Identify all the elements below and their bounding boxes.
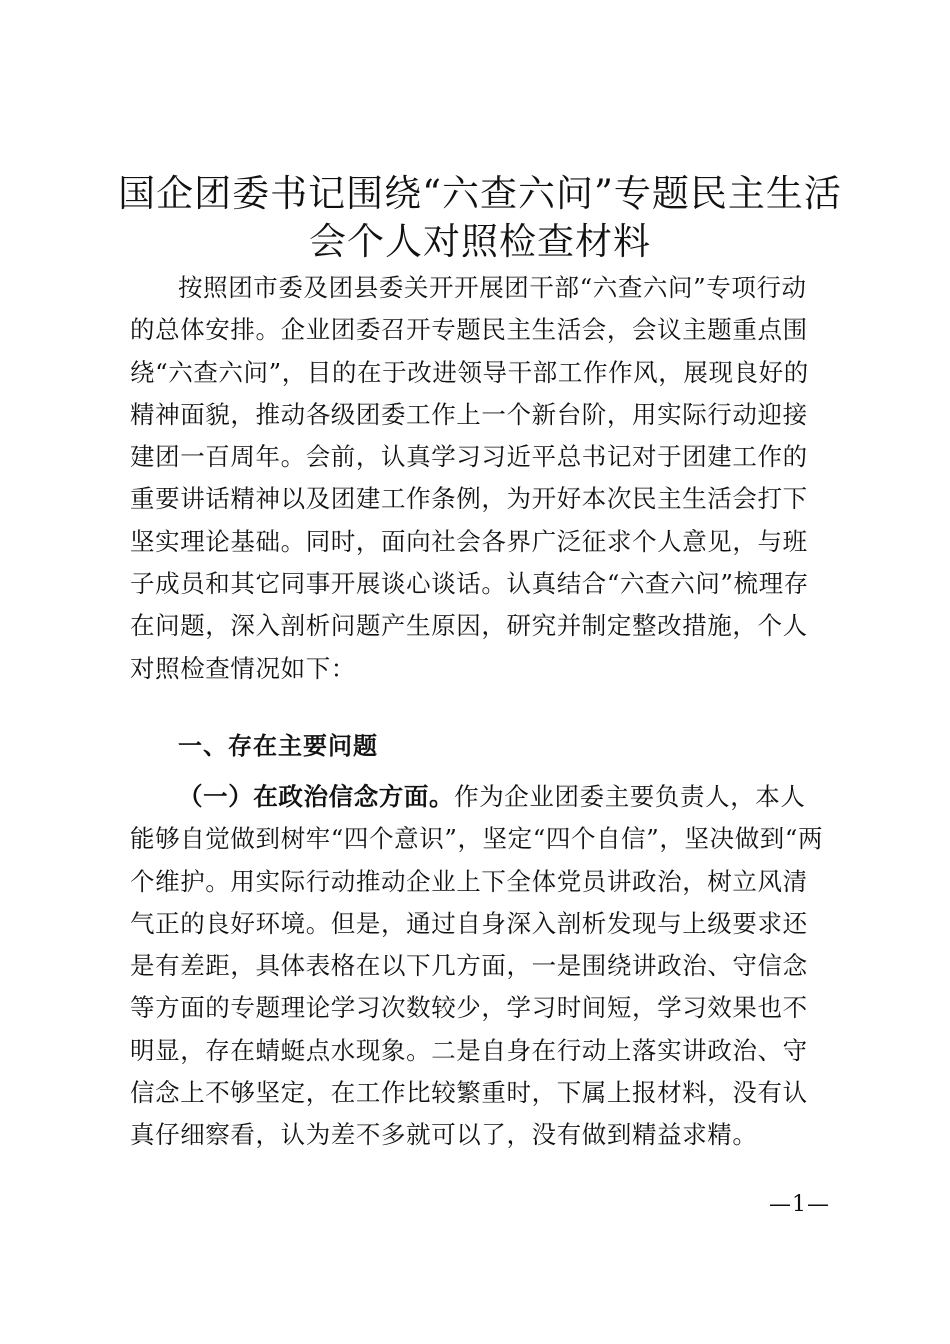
document-title-line-1: 国企团委书记围绕“六查六问”专题民主生活 — [118, 172, 842, 215]
intro-paragraph: 按照团市委及团县委关开开展团干部“六查六问”专项行动的总体安排。企业团委召开专题民主生活会，会议主题重点围绕“六查六问”，目的在于改进领导干部工作作风，展现良好的精神面貌，推动各级团委工作上一个新台阶，用实际行动迎接建团一百周年。会前，认真学习习近平总书记对于团建工作的重要讲话精神以及团建工作条例，为开好本次民主生活会打下坚实理论基础。同时，面向社会各界广泛征求个人意见，与班子成员和其它同事开展谈心谈话。认真结合“六查六问”梳理存在问题，深入剖析问题产生原因，研究并制定整改措施，个人对照检查情况如下： — [130, 273, 809, 683]
page-number: —1— — [769, 1192, 830, 1217]
subsection-body: 作为企业团委主要负责人，本人能够自觉做到树牢“四个意识”，坚定“四个自信”，坚决做到“两个维护。用实际行动推动企业上下全体党员讲政治，树立风清气正的良好环境。但是，通过自身深入剖析发现与上级要求还是有差距，具体表格在以下几方面，一是围绕讲政治、守信念等方面的专题理论学习次数较少，学习时间短，学习效果也不明显，存在蜻蜓点水现象。二是自身在行动上落实讲政治、守信念上不够坚定，在工作比较繁重时，下属上报材料，没有认真仔细察看，认为差不多就可以了，没有做到精益求精。 — [130, 782, 824, 1150]
document-title-line-2: 会个人对照检查材料 — [309, 220, 651, 263]
subsection-political-belief — [130, 776, 830, 1157]
subsection-lead: （一）在政治信念方面。 — [178, 782, 455, 811]
section-heading-main-problems: 一、存在主要问题 — [178, 732, 378, 760]
